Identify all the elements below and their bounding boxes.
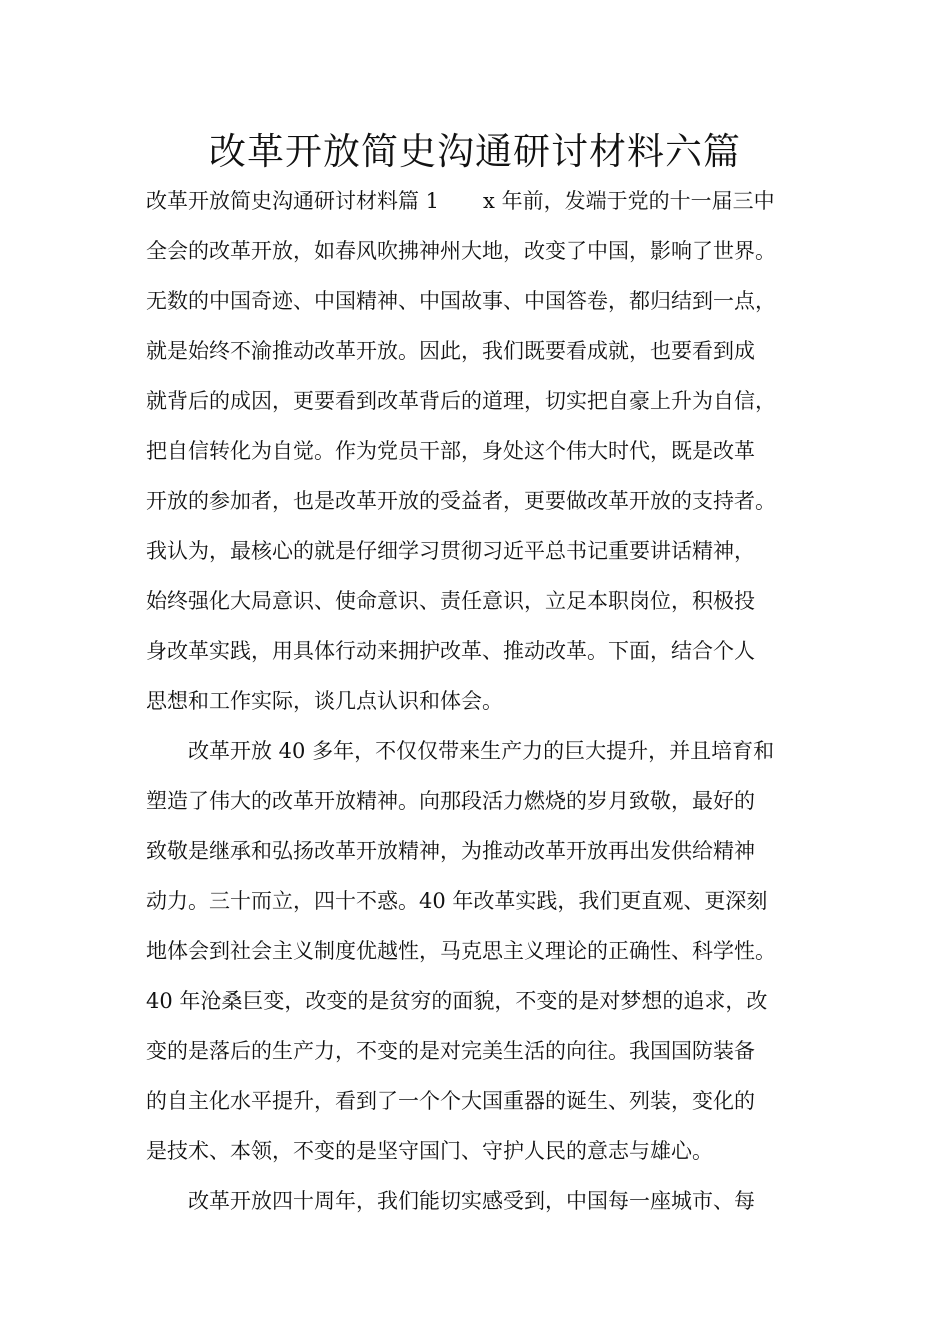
document-title: 改革开放简史沟通研讨材料六篇 xyxy=(209,130,741,173)
first-line xyxy=(146,186,826,216)
paragraph-line: 塑造了伟大的改革开放精神。向那段活力燃烧的岁月致敬，最好的 xyxy=(146,789,755,813)
paragraph-line: 全会的改革开放，如春风吹拂神州大地，改变了中国，影响了世界。 xyxy=(146,239,776,263)
paragraph-line: 40 年沧桑巨变，改变的是贫穷的面貌，不变的是对梦想的追求，改 xyxy=(146,989,768,1013)
paragraph-line: 致敬是继承和弘扬改革开放精神，为推动改革开放再出发供给精神 xyxy=(146,839,755,863)
paragraph-line: 我认为，最核心的就是仔细学习贯彻习近平总书记重要讲话精神， xyxy=(146,539,755,563)
paragraph-line: 是技术、本领，不变的是坚守国门、守护人民的意志与雄心。 xyxy=(146,1139,713,1163)
paragraph-line: 思想和工作实际，谈几点认识和体会。 xyxy=(146,689,503,713)
paragraph-line: 的自主化水平提升，看到了一个个大国重器的诞生、列装，变化的 xyxy=(146,1089,755,1113)
paragraph-line: 把自信转化为自觉。作为党员干部，身处这个伟大时代，既是改革 xyxy=(146,439,755,463)
paragraph-line: 身改革实践，用具体行动来拥护改革、推动改革。下面，结合个人 xyxy=(146,639,755,663)
paragraph-start-line: 改革开放四十周年，我们能切实感受到，中国每一座城市、每 xyxy=(188,1189,755,1213)
paragraph-line: 动力。三十而立，四十不惑。40 年改革实践，我们更直观、更深刻 xyxy=(146,889,768,913)
paragraph-line: 就是始终不渝推动改革开放。因此，我们既要看成就，也要看到成 xyxy=(146,339,755,363)
paragraph-line: 就背后的成因，更要看到改革背后的道理，切实把自豪上升为自信， xyxy=(146,389,776,413)
paragraph-line: 始终强化大局意识、使命意识、责任意识，立足本职岗位，积极投 xyxy=(146,589,755,613)
section-heading: 改革开放简史沟通研讨材料篇 1 xyxy=(146,189,440,213)
paragraph-line: 地体会到社会主义制度优越性，马克思主义理论的正确性、科学性。 xyxy=(146,939,776,963)
paragraph-line: 无数的中国奇迹、中国精神、中国故事、中国答卷，都归结到一点， xyxy=(146,289,776,313)
paragraph-start-line: 改革开放 40 多年，不仅仅带来生产力的巨大提升，并且培育和 xyxy=(188,739,775,763)
paragraph-line: 开放的参加者，也是改革开放的受益者，更要做改革开放的支持者。 xyxy=(146,489,776,513)
first-line-text: x 年前，发端于党的十一届三中 xyxy=(483,189,775,213)
paragraph-line: 变的是落后的生产力，不变的是对完美生活的向往。我国国防装备 xyxy=(146,1039,755,1063)
